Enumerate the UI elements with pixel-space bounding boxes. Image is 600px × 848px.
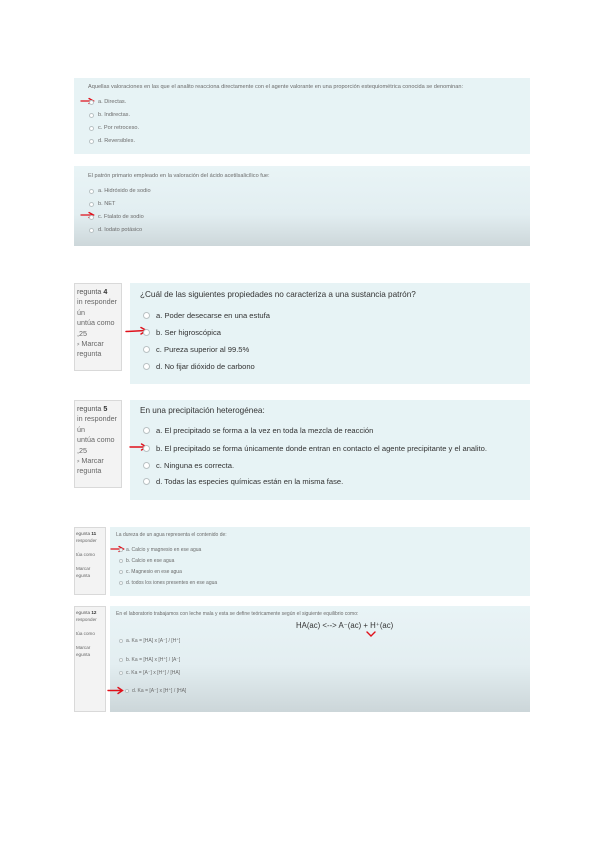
option-label: d. todos los iones presentes en ese agua — [126, 580, 218, 586]
question-score: untúa como — [77, 318, 115, 328]
flag-label: Marcar — [81, 456, 104, 466]
question-number-label: regunta — [77, 404, 102, 413]
question-text: ¿Cuál de las siguientes propiedades no caracteriza a una sustancia patrón? — [140, 290, 416, 299]
flag-label: Marcar — [81, 339, 104, 349]
radio-button[interactable] — [143, 445, 150, 452]
option-label: d. Iodato potásico — [98, 227, 143, 233]
radio-button[interactable] — [89, 228, 94, 233]
equilibrium-equation: HA(ac) <--> A⁻(ac) + H⁺(ac) — [296, 621, 394, 630]
answer-option-b[interactable] — [89, 201, 115, 207]
option-label: a. Directas. — [98, 99, 127, 105]
red-arrow-annotation — [107, 686, 127, 695]
radio-button[interactable] — [143, 478, 150, 485]
question-score: túa como — [76, 631, 95, 636]
question-info-panel — [74, 283, 122, 371]
radio-button[interactable] — [89, 139, 94, 144]
radio-button[interactable] — [119, 639, 123, 643]
answer-option-c[interactable] — [89, 125, 139, 131]
question-score-value: ,25 — [77, 328, 87, 338]
radio-button[interactable] — [119, 671, 123, 675]
flag-question-link[interactable] — [77, 456, 119, 466]
question-status: in responder — [77, 297, 117, 307]
answer-option-c[interactable] — [143, 461, 234, 470]
option-label: d. Reversibles. — [98, 138, 135, 144]
answer-option-b[interactable] — [119, 657, 180, 663]
flag-question-link[interactable]: Marcar — [76, 566, 91, 571]
radio-button[interactable] — [143, 363, 150, 370]
answer-option-b[interactable] — [119, 558, 174, 564]
answer-option-d[interactable] — [143, 477, 343, 486]
flag-question-link-cont[interactable]: regunta — [77, 466, 102, 476]
radio-button[interactable] — [89, 189, 94, 194]
question-text: En una precipitación heterogénea: — [140, 406, 265, 415]
flag-question-link-cont[interactable]: regunta — [77, 349, 102, 359]
flag-icon: ⸗ — [77, 456, 82, 466]
answer-option-c[interactable] — [119, 569, 182, 575]
question-score-value: ,25 — [77, 445, 87, 455]
answer-option-d[interactable] — [89, 227, 142, 233]
answer-option-d[interactable] — [89, 138, 135, 144]
question-score: untúa como — [77, 435, 115, 445]
answer-option-b[interactable] — [89, 112, 130, 118]
answer-option-c[interactable] — [89, 214, 144, 220]
option-label: c. Ninguna es correcta. — [156, 461, 235, 470]
question-text: Aquellas valoraciones en las que el analito reacciona directamente con el agente valorante en una proporción estequiométrica conocida se denominan: — [88, 84, 464, 90]
answer-option-a[interactable] — [119, 638, 180, 644]
radio-button[interactable] — [119, 570, 123, 574]
option-label: b. Indirectas. — [98, 112, 131, 118]
question-info-panel — [74, 527, 106, 595]
question-text: La dureza de un agua representa el contenido de: — [116, 532, 227, 538]
question-info-panel — [74, 400, 122, 488]
radio-button[interactable] — [119, 658, 123, 662]
radio-button[interactable] — [89, 100, 94, 105]
option-label: b. Calcio en ese agua — [126, 558, 175, 564]
answer-option-b[interactable] — [143, 444, 487, 453]
radio-button[interactable] — [125, 689, 129, 693]
answer-option-c[interactable] — [143, 345, 249, 354]
answer-option-b[interactable] — [143, 328, 221, 337]
question-status: responder — [76, 538, 97, 543]
radio-button[interactable] — [143, 462, 150, 469]
radio-button[interactable] — [143, 427, 150, 434]
radio-button[interactable] — [89, 126, 94, 131]
radio-button[interactable] — [143, 329, 150, 336]
question-number: 12 — [91, 610, 97, 615]
answer-option-c[interactable] — [119, 670, 180, 676]
option-label: b. Ser higroscópica — [156, 328, 222, 337]
radio-button[interactable] — [143, 346, 150, 353]
option-label: c. Magnesio en ese agua — [126, 569, 182, 575]
red-mark-annotation — [366, 630, 376, 638]
option-label: c. Por retroceso. — [98, 125, 140, 131]
answer-option-a[interactable] — [143, 426, 373, 435]
answer-option-d[interactable] — [119, 580, 217, 586]
option-label: d. Todas las especies químicas están en la misma fase. — [156, 477, 344, 486]
flag-question-link-cont[interactable]: egunta — [76, 573, 91, 578]
option-label: b. El precipitado se forma únicamente donde entran en contacto el agente precipitante y el analito. — [156, 444, 487, 453]
question-info-panel — [74, 606, 106, 712]
answer-option-d[interactable] — [143, 362, 255, 371]
question-number-label: egunta — [76, 610, 91, 615]
flag-question-link[interactable] — [77, 339, 119, 349]
question-score: túa como — [76, 552, 95, 557]
question-number-label: regunta — [77, 287, 102, 296]
option-label: c. Ka = [A⁻] x [H⁺] / [HA] — [126, 670, 181, 676]
question-number: 11 — [91, 531, 97, 536]
option-label: a. Calcio y magnesio en ese agua — [126, 547, 202, 553]
radio-button[interactable] — [119, 559, 123, 563]
option-label: b. Ka = [HA] x [H⁺] / [A⁻] — [126, 657, 181, 663]
option-label: a. El precipitado se forma a la vez en toda la mezcla de reacción — [156, 426, 374, 435]
question-number: 5 — [103, 404, 108, 413]
answer-option-a[interactable] — [89, 188, 151, 194]
radio-button[interactable] — [119, 548, 123, 552]
question-status-cont: ún — [77, 307, 85, 317]
answer-option-d[interactable] — [125, 688, 186, 694]
question-status-cont: ún — [77, 424, 85, 434]
flag-question-link[interactable]: Marcar — [76, 645, 91, 650]
option-label: b. NET — [98, 201, 116, 207]
question-status: in responder — [77, 414, 117, 424]
option-label: a. Poder desecarse en una estufa — [156, 311, 270, 320]
question-text: El patrón primario empleado en la valoración del ácido acetilsalicílico fue: — [88, 173, 270, 179]
answer-option-a[interactable] — [89, 99, 126, 105]
flag-question-link-cont[interactable]: egunta — [76, 652, 91, 657]
option-label: d. Ka = [A⁻] x [H⁺] / [HA] — [132, 688, 187, 694]
radio-button[interactable] — [89, 113, 94, 118]
question-text: En el laboratorio trabajamos con leche mala y esta se define teóricamente según el siguiente equilibrio como: — [116, 611, 359, 617]
radio-button[interactable] — [143, 312, 150, 319]
flag-icon: ⸗ — [77, 339, 82, 349]
option-label: c. Pureza superior al 99.5% — [156, 345, 250, 354]
question-number: 4 — [103, 287, 108, 296]
question-number-label: egunta — [76, 531, 91, 536]
option-label: c. Ftalato de sodio — [98, 214, 144, 220]
radio-button[interactable] — [89, 202, 94, 207]
option-label: a. Hidróxido de sodio — [98, 188, 151, 194]
answer-option-a[interactable] — [119, 547, 201, 553]
radio-button[interactable] — [119, 581, 123, 585]
radio-button[interactable] — [89, 215, 94, 220]
option-label: a. Ka = [HA] x [A⁻] / [H⁺] — [126, 638, 181, 644]
question-status: responder — [76, 617, 97, 622]
answer-option-a[interactable] — [143, 311, 270, 320]
option-label: d. No fijar dióxido de carbono — [156, 362, 255, 371]
